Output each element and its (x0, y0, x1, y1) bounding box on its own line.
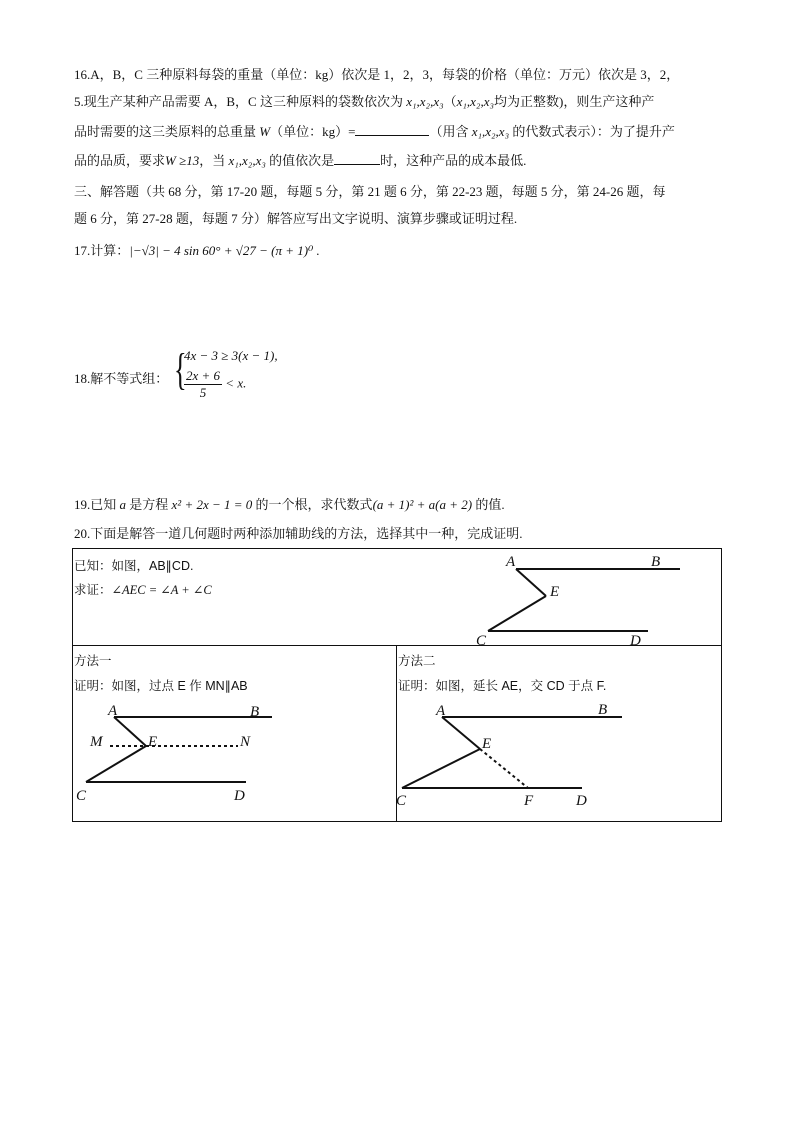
inequality-1: 4x − 3 ≥ 3(x − 1), (184, 348, 278, 363)
answer-blank-weight[interactable] (355, 123, 429, 136)
fraction: $\frac{2x + 6}{5}$ (186, 368, 221, 400)
q16-line1: 16.A，B，C 三种原料每袋的重量（单位：kg）依次是 1，2，3，每袋的价格（单位：万元）依次是 3，2， (74, 67, 680, 82)
method2-title: 方法二 (398, 654, 436, 668)
m1-segment-ae (114, 717, 146, 746)
q16-line3: 品时需要的这三类原料的总重量 W（单位：kg）= （用含 x₁,x₂,x₃ 的代数式表示）：为了提升产 (74, 124, 675, 139)
method1-text: 证明：如图，过点 E 作 MN∥AB (74, 679, 248, 693)
m1-segment-ec (86, 746, 146, 782)
m2-label-c: C (396, 793, 407, 809)
prove-text: 求证：∠AEC = ∠A + ∠C (74, 583, 212, 597)
q18-label: 18.解不等式组： (74, 371, 169, 386)
method1-figure (78, 700, 288, 804)
label-b: B (651, 554, 661, 570)
segment-ec (488, 596, 546, 631)
label-a: A (506, 554, 516, 570)
method2-text: 证明：如图，延长 AE，交 CD 于点 F. (398, 679, 607, 693)
section3-header-line2: 题 6 分，第 27-28 题，每题 7 分）解答应写出文字说明、演算步骤或证明过程. (74, 211, 518, 226)
m2-segment-ae (442, 717, 480, 749)
section3-header-line1: 三、解答题（共 68 分，第 17-20 题，每题 5 分，第 21 题 6 分，第 22-23 题，每题 5 分，第 24-26 题，每 (74, 184, 666, 199)
system-brace: { (174, 345, 187, 394)
m1-label-e: E (148, 734, 158, 750)
m2-label-f: F (524, 793, 534, 809)
q19: 19.已知 a 是方程 x² + 2x − 1 = 0 的一个根，求代数式(a + 1)² + a(a + 2) 的值. (74, 497, 505, 512)
m1-label-a: A (108, 703, 118, 719)
q17: 17.计算：|−√3| − 4 sin 60° + √27 − (π + 1)⁰ . (74, 243, 320, 258)
given-text: 已知：如图，AB∥CD. (74, 559, 194, 573)
label-d: D (630, 633, 641, 649)
segment-ae (516, 569, 546, 596)
m2-label-a: A (436, 703, 446, 719)
q16-line2: 5.现生产某种产品需要 A，B，C 这三种原料的袋数依次为 x₁,x₂,x₃（x₁,x₂,x₃均为正整数)，则生产这种产 (74, 94, 655, 109)
m1-label-m: M (90, 734, 103, 750)
m1-label-n: N (240, 734, 251, 750)
label-e: E (550, 584, 560, 600)
m2-label-d: D (576, 793, 587, 809)
q20-text: 20.下面是解答一道几何题时两种添加辅助线的方法，选择其中一种，完成证明. (74, 526, 523, 541)
main-figure (470, 552, 685, 648)
m2-label-e: E (482, 736, 492, 752)
label-c: C (476, 633, 487, 649)
m1-label-c: C (76, 788, 87, 804)
m1-label-d: D (234, 788, 245, 804)
m2-segment-ec (402, 749, 480, 788)
method2-figure (396, 700, 626, 812)
answer-blank-values[interactable] (334, 152, 380, 165)
m1-label-b: B (250, 704, 260, 720)
q16-line4: 品的品质，要求W ≥13，当 x₁,x₂,x₃ 的值依次是 时，这种产品的成本最低. (74, 153, 527, 168)
m2-auxiliary-line-ef (480, 749, 528, 788)
m2-label-b: B (598, 702, 608, 718)
inequality-2: $\frac{2x + 6}{5}$ < x. (186, 368, 247, 400)
method1-title: 方法一 (74, 654, 112, 668)
